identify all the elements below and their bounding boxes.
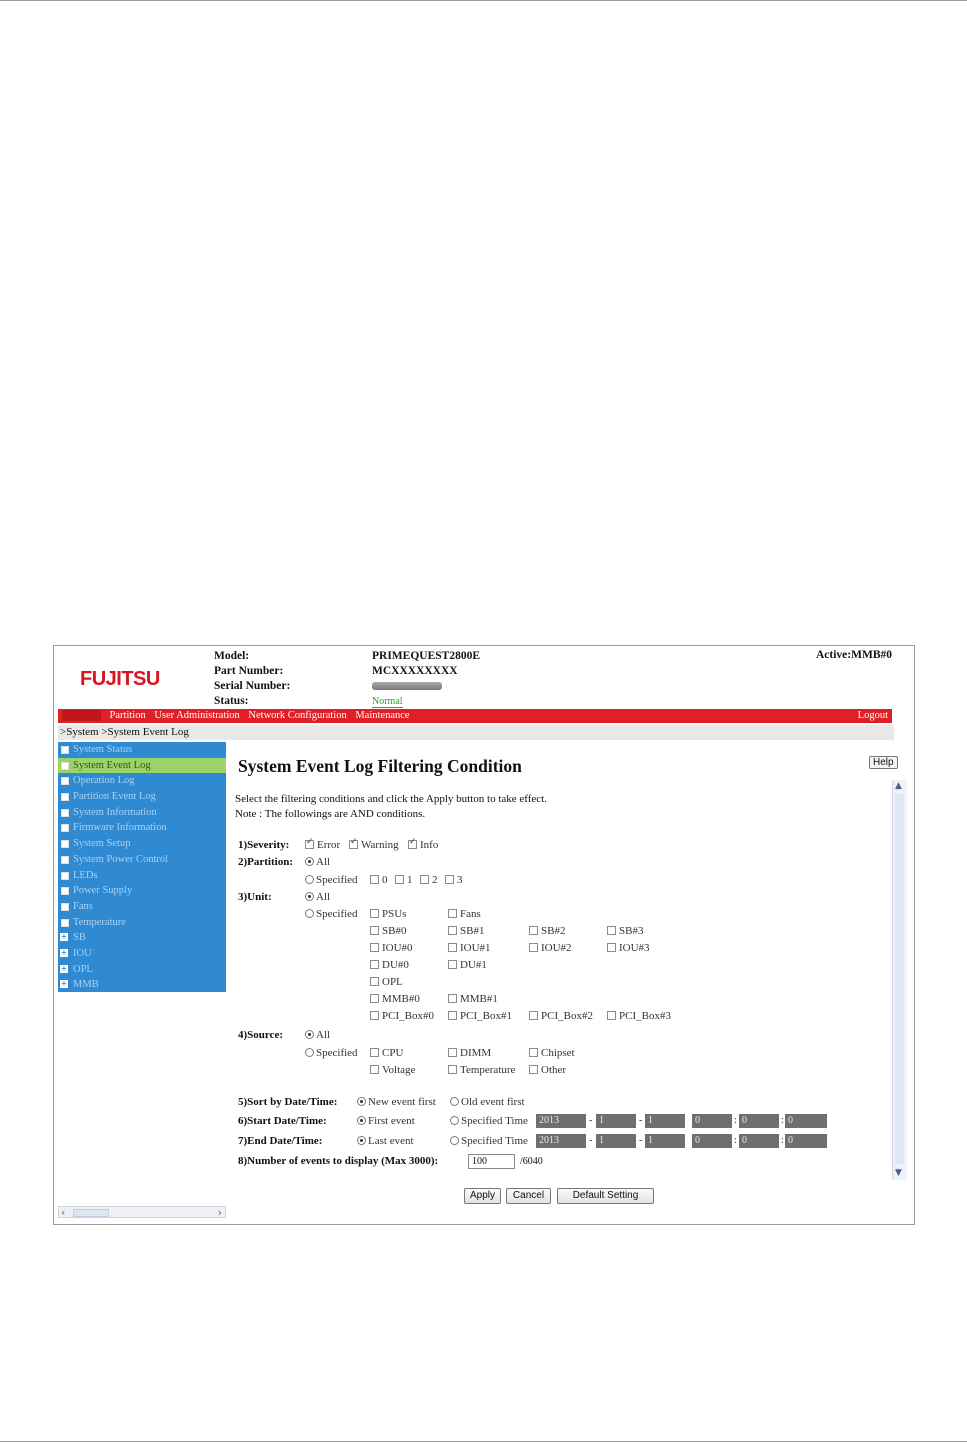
sidebar-horizontal-scrollbar[interactable] <box>58 1206 226 1218</box>
browser-window <box>53 645 915 1225</box>
event-count-input[interactable]: 100 <box>468 1154 515 1169</box>
model-label: Model: <box>214 650 250 662</box>
start-hour-input[interactable]: 0 <box>692 1114 732 1128</box>
expand-plus-icon: + <box>61 979 67 989</box>
scroll-right-icon[interactable]: › <box>217 1206 222 1219</box>
source-cpu[interactable]: CPU <box>370 1047 403 1059</box>
unit-pci-box1[interactable]: PCI_Box#1 <box>448 1010 512 1022</box>
source-specified-radio[interactable] <box>305 1048 314 1057</box>
intro-text: Select the filtering conditions and click the Apply button to take effect. <box>235 793 547 805</box>
main-vertical-scrollbar[interactable] <box>892 780 907 1180</box>
start-second-input[interactable]: 0 <box>785 1114 827 1128</box>
unit-opl[interactable]: OPL <box>370 976 403 988</box>
part-number-label: Part Number: <box>214 665 284 677</box>
severity-warning[interactable]: ✓ Warning <box>349 839 399 851</box>
menu-item-partition[interactable]: Partition <box>109 710 146 721</box>
unit-sb0[interactable]: SB#0 <box>370 925 406 937</box>
unit-iou0[interactable]: IOU#0 <box>370 942 413 954</box>
sidebar-item-system-power-control[interactable] <box>58 852 226 868</box>
help-button[interactable]: Help <box>869 756 898 769</box>
sidebar-item-label: IOU <box>73 947 92 959</box>
info-checkbox[interactable] <box>408 840 417 849</box>
sidebar-nav <box>58 742 226 992</box>
end-specified-time[interactable]: Specified Time <box>450 1135 528 1147</box>
unit-specified-radio[interactable] <box>305 909 314 918</box>
sort-label: 5)Sort by Date/Time: <box>238 1096 338 1108</box>
unit-pci-box3[interactable]: PCI_Box#3 <box>607 1010 671 1022</box>
unit-pci-box0[interactable]: PCI_Box#0 <box>370 1010 434 1022</box>
status-value: Normal <box>372 696 403 707</box>
model-value: PRIMEQUEST2800E <box>372 650 480 662</box>
warning-checkbox[interactable] <box>349 840 358 849</box>
fujitsu-logo: FUJITSU <box>80 668 160 690</box>
scroll-down-icon[interactable]: ▼ <box>895 1168 902 1178</box>
source-label: 4)Source: <box>238 1029 284 1041</box>
sidebar-item-iou[interactable] <box>58 946 226 962</box>
sidebar-item-label: System Event Log <box>73 759 151 771</box>
sidebar-item-label: System Information <box>73 806 157 818</box>
sidebar-item-label: Temperature <box>73 916 126 928</box>
partition-1[interactable]: 1 <box>395 874 413 886</box>
sidebar-item-label: MMB <box>73 979 99 991</box>
sidebar-item-operation-log[interactable] <box>58 773 226 789</box>
unit-iou2[interactable]: IOU#2 <box>529 942 572 954</box>
source-temperature[interactable]: Temperature <box>448 1064 515 1076</box>
unit-mmb0[interactable]: MMB#0 <box>370 993 420 1005</box>
menu-item-network-configuration[interactable]: Network Configuration <box>248 710 347 721</box>
expand-plus-icon: + <box>61 963 67 973</box>
unit-mmb1[interactable]: MMB#1 <box>448 993 498 1005</box>
menu-bar <box>58 709 892 723</box>
unit-du0[interactable]: DU#0 <box>370 959 409 971</box>
end-month-input[interactable]: 1 <box>596 1134 636 1148</box>
scroll-thumb[interactable] <box>73 1209 109 1217</box>
start-first-event[interactable]: First event <box>357 1115 415 1127</box>
sidebar-item-power-supply[interactable] <box>58 883 226 899</box>
part-number-value: MCXXXXXXXX <box>372 665 458 677</box>
sidebar-item-leds[interactable] <box>58 868 226 884</box>
page-title: System Event Log Filtering Condition <box>238 756 522 776</box>
unit-all-radio[interactable] <box>305 892 314 901</box>
sidebar-item-label: Power Supply <box>73 885 133 897</box>
sidebar-item-partition-event-log[interactable] <box>58 789 226 805</box>
sidebar-item-system-information[interactable] <box>58 805 226 821</box>
sidebar-item-fans[interactable] <box>58 899 226 915</box>
source-all-radio[interactable] <box>305 1030 314 1039</box>
page-top-rule <box>0 0 967 1</box>
status-label: Status: <box>214 695 249 707</box>
bullet-box-icon <box>61 856 69 864</box>
unit-iou1[interactable]: IOU#1 <box>448 942 491 954</box>
end-datetime-label: 7)End Date/Time: <box>238 1135 323 1147</box>
partition-all[interactable]: All <box>305 856 330 868</box>
unit-iou3[interactable]: IOU#3 <box>607 942 650 954</box>
unit-all[interactable]: All <box>305 891 330 903</box>
severity-label: 1)Severity: <box>238 839 290 851</box>
bullet-box-icon <box>61 840 69 848</box>
unit-specified[interactable]: Specified <box>305 908 358 920</box>
sidebar-item-mmb[interactable] <box>58 977 226 993</box>
default-setting-button[interactable]: Default Setting <box>557 1188 654 1204</box>
source-voltage[interactable]: Voltage <box>370 1064 415 1076</box>
serial-number-redacted <box>372 682 442 690</box>
active-mmb: Active:MMB#0 <box>816 649 892 661</box>
partition-label: 2)Partition: <box>238 856 293 868</box>
event-count-label: 8)Number of events to display (Max 3000): <box>238 1155 439 1167</box>
logout-link[interactable]: Logout <box>857 710 888 721</box>
bullet-box-icon <box>61 903 69 911</box>
source-all[interactable]: All <box>305 1029 330 1041</box>
severity-info[interactable]: ✓ Info <box>408 839 438 851</box>
expand-plus-icon: + <box>61 947 67 957</box>
sidebar-item-system-setup[interactable] <box>58 836 226 852</box>
header-values <box>372 649 480 709</box>
page-bottom-rule <box>0 1441 967 1442</box>
bullet-box-icon <box>61 762 69 770</box>
sidebar-item-system-event-log[interactable] <box>58 758 226 774</box>
expand-plus-icon: + <box>61 932 67 942</box>
start-day-input[interactable]: 1 <box>645 1114 685 1128</box>
start-specified-time[interactable]: Specified Time <box>450 1115 528 1127</box>
partition-0[interactable]: 0 <box>370 874 388 886</box>
error-checkbox[interactable] <box>305 840 314 849</box>
sidebar-item-label: OPL <box>73 963 93 975</box>
end-last-event[interactable]: Last event <box>357 1135 414 1147</box>
unit-label: 3)Unit: <box>238 891 272 903</box>
bullet-box-icon <box>61 824 69 832</box>
sort-old-first[interactable]: Old event first <box>450 1096 525 1108</box>
partition-2[interactable]: 2 <box>420 874 438 886</box>
scroll-track[interactable] <box>895 794 904 1164</box>
bullet-box-icon <box>61 809 69 817</box>
unit-fans[interactable]: Fans <box>448 908 481 920</box>
partition-all-radio[interactable] <box>305 857 314 866</box>
unit-psus[interactable]: PSUs <box>370 908 406 920</box>
note-text: Note : The followings are AND conditions. <box>235 808 426 820</box>
main-content: System Event Log Filtering Condition Help ▲ ▼ Select the filtering conditions and click the Apply button to take effect. Note : The followings are AND conditions. 1)Severity: ✓ Error ✓ Warning ✓ Info 2)Partition: All Specified 0 1 2 3 3)Unit: All Specified PSUs Fans SB#0 SB#1 SB#2 SB#3 IOU#0 IOU#1 IOU#2 IOU#3 DU#0 DU#1 OPL MMB#0 MMB#1 PCI_Box#0 PCI_Box#1 PCI_Box#2 PCI_Box#3 4)Source: All Specified CPU DIMM Chipset Voltage Temperature Other 5)Sort by Date/Time: New event first Old event first 6)Start Date/Time: First event Specified Time 2013 - 1 - 1 0 : 0 : 0 7)End Date/Time: Last event Specified Time 2013 - 1 - 1 0 : 0 : 0 8)Number of events to display (Max 3000): 100 /6040 Apply Cancel Default Setting <box>232 742 910 1220</box>
header-labels <box>214 649 290 709</box>
sidebar-item-label: System Status <box>73 744 133 755</box>
sidebar-item-label: Firmware Information <box>73 822 167 834</box>
unit-sb1[interactable]: SB#1 <box>448 925 484 937</box>
end-day-input[interactable]: 1 <box>645 1134 685 1148</box>
cancel-button[interactable]: Cancel <box>506 1188 551 1204</box>
bullet-box-icon <box>61 887 69 895</box>
menu-item-maintenance[interactable]: Maintenance <box>355 710 410 721</box>
sidebar-item-label: SB <box>73 932 86 944</box>
end-minute-input[interactable]: 0 <box>739 1134 779 1148</box>
bullet-box-icon <box>61 793 69 801</box>
source-chipset[interactable]: Chipset <box>529 1047 575 1059</box>
sidebar-item-label: Operation Log <box>73 775 135 787</box>
end-year-input[interactable]: 2013 <box>536 1134 586 1148</box>
start-year-input[interactable]: 2013 <box>536 1114 586 1128</box>
menu-item-user-administration[interactable]: User Administration <box>154 710 240 721</box>
start-month-input[interactable]: 1 <box>596 1114 636 1128</box>
start-minute-input[interactable]: 0 <box>739 1114 779 1128</box>
source-specified[interactable]: Specified <box>305 1047 358 1059</box>
severity-error[interactable]: ✓ Error <box>305 839 340 851</box>
serial-number-label: Serial Number: <box>214 680 291 692</box>
breadcrumb: >System >System Event Log <box>58 725 894 740</box>
sidebar-item-label: Partition Event Log <box>73 791 156 803</box>
sidebar-item-temperature[interactable] <box>58 915 226 931</box>
source-other[interactable]: Other <box>529 1064 566 1076</box>
sidebar-item-opl[interactable] <box>58 962 226 978</box>
sidebar-item-sb[interactable] <box>58 930 226 946</box>
scroll-up-icon[interactable]: ▲ <box>895 781 902 791</box>
event-total: /6040 <box>520 1156 543 1167</box>
menu-item-system[interactable]: System <box>62 710 101 721</box>
bullet-box-icon <box>61 919 69 927</box>
sidebar-item-label: System Setup <box>73 838 131 850</box>
apply-button[interactable]: Apply <box>464 1188 501 1204</box>
partition-3[interactable]: 3 <box>445 874 463 886</box>
unit-du1[interactable]: DU#1 <box>448 959 487 971</box>
sidebar-item-label: Fans <box>73 900 93 912</box>
sort-new-first[interactable]: New event first <box>357 1096 436 1108</box>
end-second-input[interactable]: 0 <box>785 1134 827 1148</box>
sidebar-item-system-status[interactable] <box>58 742 226 758</box>
bullet-box-icon <box>61 746 69 754</box>
bullet-box-icon <box>61 872 69 880</box>
sidebar-item-firmware-information[interactable] <box>58 820 226 836</box>
partition-specified-radio[interactable] <box>305 875 314 884</box>
sidebar-item-label: System Power Control <box>73 853 169 865</box>
sidebar-item-label: LEDs <box>73 869 98 881</box>
scroll-left-icon[interactable]: ‹ <box>61 1206 66 1219</box>
unit-sb2[interactable]: SB#2 <box>529 925 565 937</box>
unit-sb3[interactable]: SB#3 <box>607 925 643 937</box>
start-datetime-label: 6)Start Date/Time: <box>238 1115 327 1127</box>
partition-specified[interactable]: Specified <box>305 874 358 886</box>
bullet-box-icon <box>61 777 69 785</box>
end-hour-input[interactable]: 0 <box>692 1134 732 1148</box>
unit-pci-box2[interactable]: PCI_Box#2 <box>529 1010 593 1022</box>
source-dimm[interactable]: DIMM <box>448 1047 491 1059</box>
